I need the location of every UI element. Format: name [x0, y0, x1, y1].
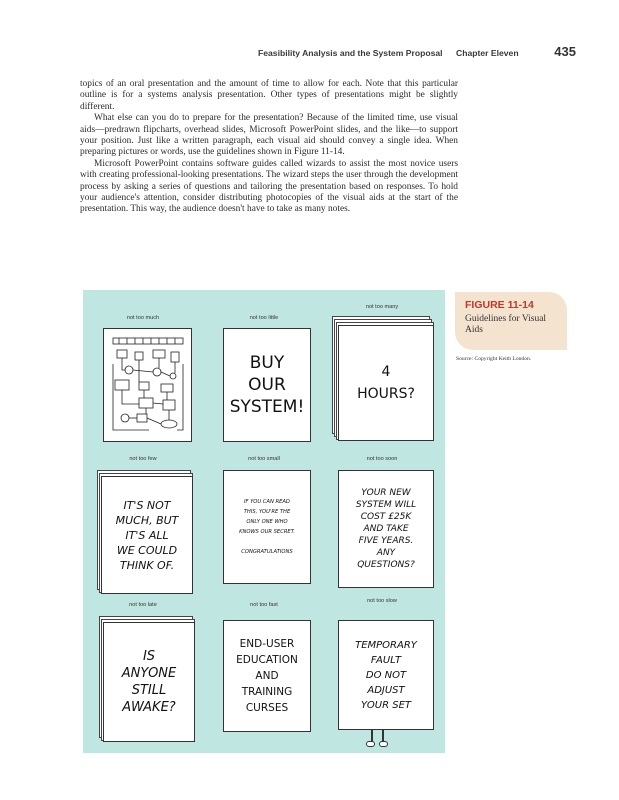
- cell-not-too-late: [87, 598, 199, 748]
- paragraph-3: Microsoft PowerPoint contains software guides called wizards to assist the most novice users with creating professional-looking presentations. The wizard steps the user through the development process by asking a series of questions and tailoring the presentation based on responses. To hold your audience's attention, consider distributing photocopies of the visual aids at the start of the presentation. This way, the audience doesn't have to take as many notes.: [80, 158, 458, 215]
- flipchart-board: [338, 325, 434, 441]
- cell-not-too-slow: [326, 590, 438, 750]
- cell-label: not too many: [365, 304, 399, 310]
- flipchart-board: [223, 328, 311, 442]
- board-text: BUY OUR SYSTEM!: [229, 353, 305, 417]
- cell-label: not too little: [249, 315, 279, 321]
- board-text: TEMPORARY FAULT DO NOT ADJUST YOUR SET: [355, 639, 417, 711]
- cell-label: not too late: [129, 602, 157, 608]
- cell-not-too-few: [87, 454, 199, 594]
- cell-not-too-much: [87, 312, 199, 442]
- board-text: 4 HOURS?: [357, 364, 415, 402]
- figure-source: Source: Copyright Keith London.: [456, 356, 532, 362]
- cell-not-too-little: [208, 312, 320, 442]
- cell-label: not too much: [126, 315, 160, 321]
- running-title: Feasibility Analysis and the System Proposal: [258, 48, 443, 58]
- flipchart-board: [103, 622, 195, 742]
- figure-panel: [83, 290, 445, 753]
- cell-label: not too soon: [366, 456, 398, 462]
- flipchart-board: [103, 328, 192, 442]
- page-number: 435: [554, 44, 576, 59]
- board-text: IT'S NOT MUCH, BUT IT'S ALL WE COULD THINK OF.: [115, 498, 179, 572]
- cell-not-too-many: [326, 302, 438, 442]
- cell-label: not too fast: [250, 602, 278, 608]
- flipchart-board: [101, 476, 193, 594]
- presenter-foot: [366, 741, 375, 747]
- board-text: IF YOU CAN READ THIS, YOU'RE THE ONLY ONE WHO KNOWS OUR SECRET. CONGRATULATIONS: [239, 499, 295, 555]
- flipchart-board: [223, 470, 311, 584]
- flipchart-board: [338, 620, 434, 730]
- body-text: [80, 79, 458, 216]
- cell-label: not too few: [129, 456, 157, 462]
- chapter-label: Chapter Eleven: [456, 48, 519, 58]
- paragraph-1: topics of an oral presentation and the amount of time to allow for each. Note that this particular outline is for a systems analysis presentation. Other types of presentations might be slightly different.: [80, 79, 458, 112]
- cell-not-too-small: [208, 454, 320, 594]
- cell-not-too-soon: [326, 454, 438, 594]
- cell-label: not too small: [248, 456, 280, 462]
- running-head: [258, 46, 576, 60]
- figure-title: Guidelines for Visual Aids: [465, 314, 547, 335]
- flipchart-board: [338, 470, 434, 588]
- board-text: END-USER EDUCATION AND TRAINING CURSES: [236, 638, 298, 714]
- figure-caption: [455, 292, 567, 350]
- circuit-diagram-icon: [109, 334, 187, 436]
- paragraph-2: What else can you do to prepare for the presentation? Because of the limited time, use visual aids—predrawn flipcharts, overhead slides, Microsoft PowerPoint slides, and the like—to support your position. Just like a written paragraph, each visual aid should convey a single idea. When preparing pictures or words, use the guidelines shown in Figure 11-14.: [80, 113, 458, 158]
- board-text: IS ANYONE STILL AWAKE?: [121, 649, 177, 715]
- cell-not-too-fast: [208, 598, 320, 748]
- flipchart-board: [223, 620, 311, 732]
- board-text: YOUR NEW SYSTEM WILL COST £25K AND TAKE FIVE YEARS. ANY QUESTIONS?: [355, 488, 417, 570]
- presenter-foot: [379, 741, 388, 747]
- cell-label: not too slow: [367, 598, 397, 604]
- figure-label: FIGURE 11-14: [465, 299, 534, 311]
